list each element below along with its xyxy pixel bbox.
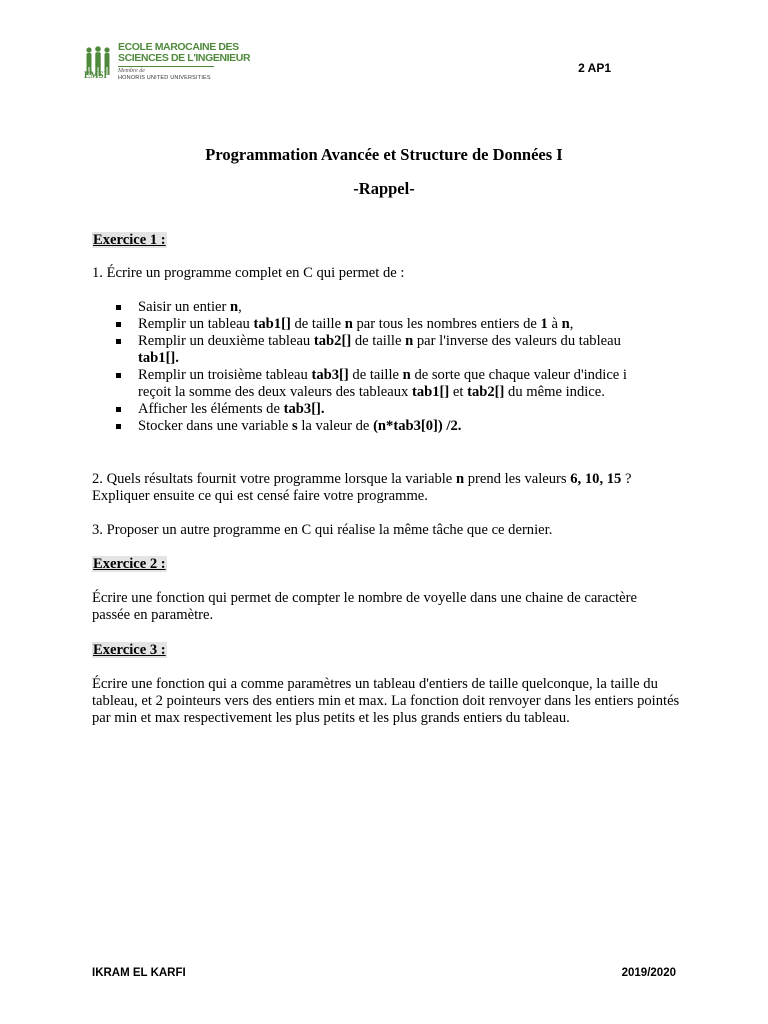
exercise2-heading-text: Exercice 2 : <box>93 556 166 572</box>
square-bullet-icon <box>116 424 121 429</box>
list-item: Remplir un deuxième tableau tab2[] de taille n par l'inverse des valeurs du tableau tab1[]. <box>116 333 656 367</box>
exercise1-heading <box>92 232 167 249</box>
exercise2-text: Écrire une fonction qui permet de compter le nombre de voyelle dans une chaine de caractère passée en paramètre. <box>92 590 637 623</box>
exercise1-heading-text: Exercice 1 : <box>93 232 166 248</box>
exercise3-text: Écrire une fonction qui a comme paramètres un tableau d'entiers de taille quelconque, la taille du tableau, et 2 pointeurs vers des entiers min et max. La fonction doit renvoyer dans les entiers pointés par min et max respectivement les plus petits et les plus grands entiers du tableau. <box>92 676 680 726</box>
logo-member-label: Membre de <box>118 68 145 74</box>
logo-name-line2: SCIENCES DE L'INGENIEUR <box>118 52 251 64</box>
exercise3-heading-text: Exercice 3 : <box>93 642 166 658</box>
logo-rule <box>118 66 214 67</box>
class-label: 2 AP1 <box>578 61 611 75</box>
document-title: Programmation Avancée et Structure de Données I <box>205 145 563 164</box>
exercise1-question1-intro: 1. Écrire un programme complet en C qui permet de : <box>92 265 405 281</box>
school-logo <box>84 40 251 82</box>
list-item: Remplir un troisième tableau tab3[] de taille n de sorte que chaque valeur d'indice i reçoit la somme des deux valeurs des tableaux tab1[] et tab2[] du même indice. <box>116 367 656 401</box>
logo-abbrev: EMSI <box>84 70 108 80</box>
footer-year: 2019/2020 <box>621 967 676 979</box>
exercise1-question2: 2. Quels résultats fournit votre programme lorsque la variable n prend les valeurs 6, 10, 15 ? Expliquer ensuite ce qui est censé faire votre programme. <box>92 471 632 504</box>
square-bullet-icon <box>116 373 121 378</box>
logo-name-line1: ECOLE MAROCAINE DES <box>118 41 239 53</box>
list-item: Stocker dans une variable s la valeur de (n*tab3[0]) /2. <box>116 418 656 435</box>
square-bullet-icon <box>116 339 121 344</box>
exercise1-bullet-list <box>116 299 656 435</box>
list-item: Remplir un tableau tab1[] de taille n par tous les nombres entiers de 1 à n, <box>116 316 656 333</box>
exercise1-question3: 3. Proposer un autre programme en C qui réalise la même tâche que ce dernier. <box>92 522 553 538</box>
exercise2-heading <box>92 556 167 573</box>
square-bullet-icon <box>116 407 121 412</box>
list-item: Afficher les éléments de tab3[]. <box>116 401 656 418</box>
square-bullet-icon <box>116 322 121 327</box>
footer-author: IKRAM EL KARFI <box>92 967 186 979</box>
logo-network-label: HONORIS UNITED UNIVERSITIES <box>118 75 211 81</box>
square-bullet-icon <box>116 305 121 310</box>
list-item: Saisir un entier n, <box>116 299 656 316</box>
document-subtitle: -Rappel- <box>353 179 415 198</box>
exercise3-heading <box>92 642 167 659</box>
